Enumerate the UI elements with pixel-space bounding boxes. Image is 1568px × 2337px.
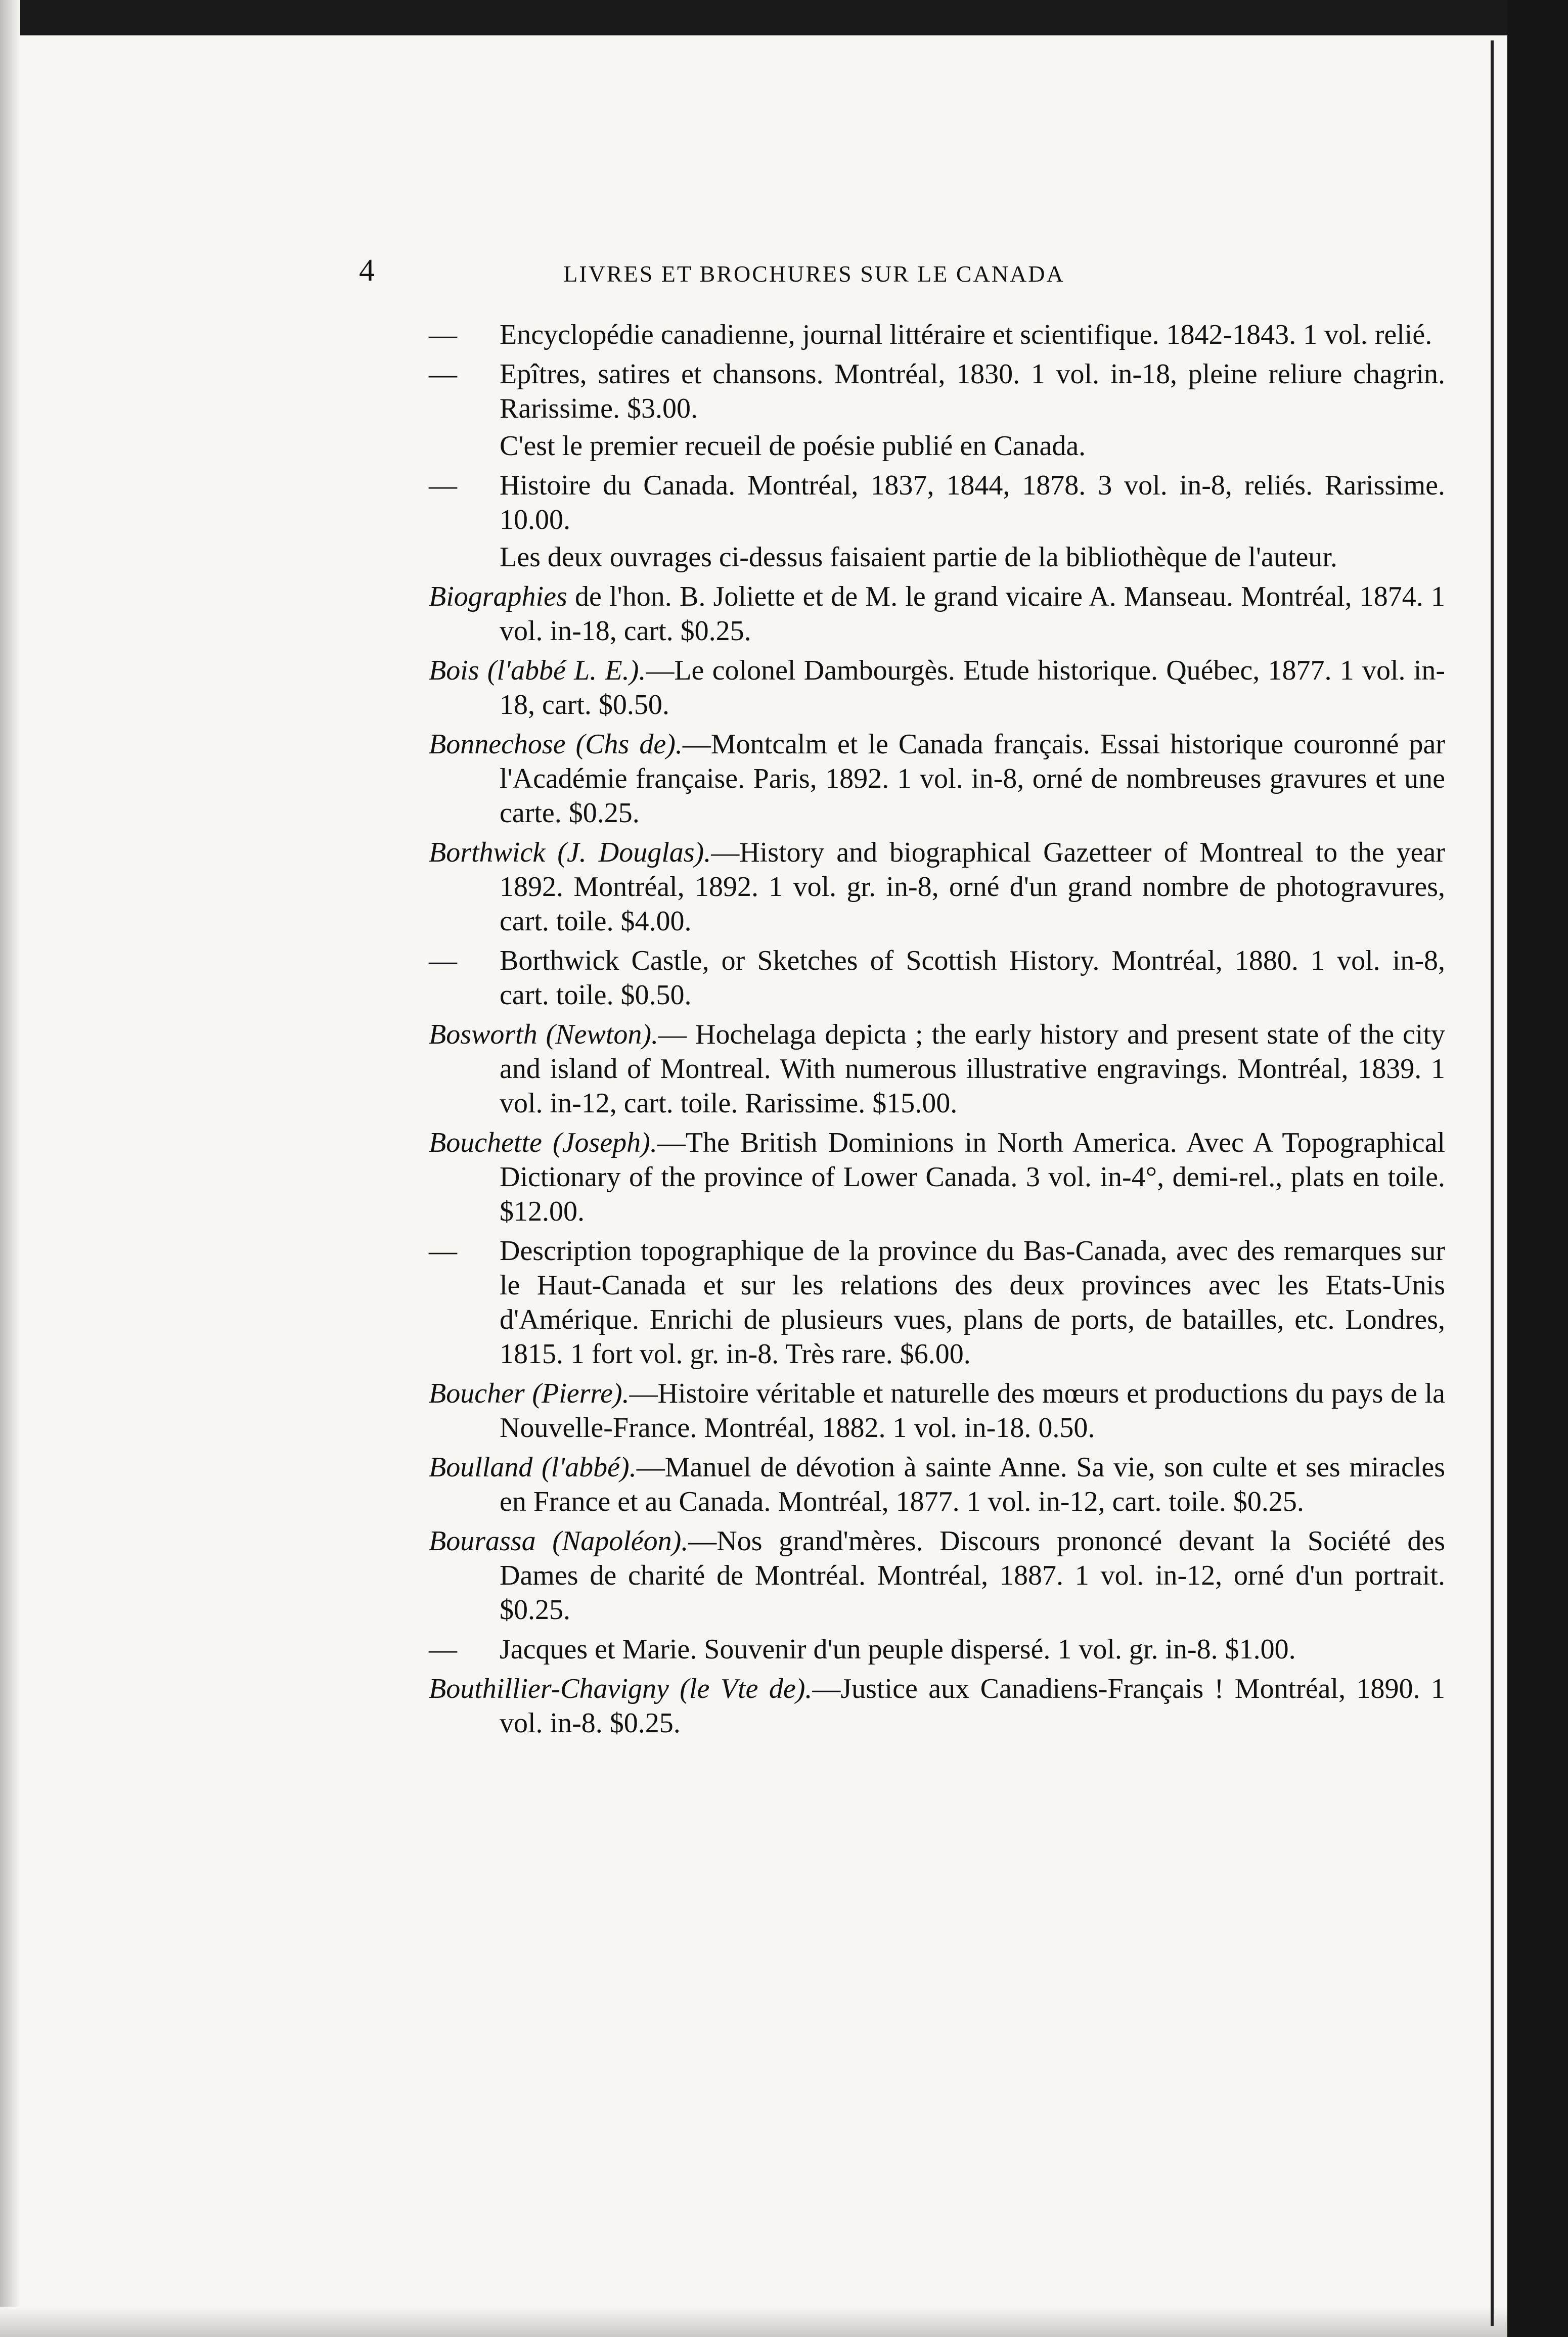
entry-author: Bouthillier-Chavigny (le Vte de). [429,1673,813,1704]
catalogue-entry [429,468,1445,537]
entry-author: Bois (l'abbé L. E.). [429,655,646,686]
entry-text: —Histoire véritable et naturelle des mœurs et productions du pays de la Nouvelle-France. Montréal, 1882. 1 vol. in-18. 0.50. [500,1378,1445,1444]
scan-edge-bottom [0,2307,1568,2337]
page-number: 4 [359,253,375,288]
ditto-dash: — [429,319,457,350]
entry-text: Jacques et Marie. Souvenir d'un peuple dispersé. 1 vol. gr. in-8. $1.00. [500,1634,1296,1665]
running-header: LIVRES ET BROCHURES SUR LE CANADA [563,261,1065,287]
page-border-rule [1491,40,1494,2326]
entry-text: C'est le premier recueil de poésie publié en Canada. [500,430,1086,462]
entry-text: —Justice aux Canadiens-Français ! Montréal, 1890. 1 vol. in-8. $0.25. [500,1673,1445,1739]
entry-text: Encyclopédie canadienne, journal littéraire et scientifique. 1842-1843. 1 vol. relié. [500,319,1432,350]
catalogue-entry [429,727,1445,830]
catalogue-entry [429,579,1445,648]
catalogue-entry [429,1524,1445,1627]
catalogue-entry [429,1017,1445,1120]
ditto-dash: — [429,945,457,976]
catalogue-entry [429,653,1445,722]
entry-text: de l'hon. B. Joliette et de M. le grand vicaire A. Manseau. Montréal, 1874. 1 vol. in-18, cart. $0.25. [500,581,1445,647]
entry-author: Bourassa (Napoléon). [429,1525,689,1557]
catalogue-entry [429,835,1445,938]
catalogue-entry [429,1126,1445,1229]
catalogue-entry [429,1450,1445,1519]
entry-text: Description topographique de la province du Bas-Canada, avec des remarques sur le Haut-Canada et sur les relations des deux provinces avec les Etats-Unis d'Amérique. Enrichi de plusieurs vues, plans de ports, de batailles, etc. Londres, 1815. 1 fort vol. gr. in-8. Très rare. $6.00. [500,1235,1445,1370]
entry-text: Les deux ouvrages ci-dessus faisaient partie de la bibliothèque de l'auteur. [500,542,1337,573]
catalogue-entries [429,318,1445,1745]
catalogue-entry [429,943,1445,1012]
entry-text: Histoire du Canada. Montréal, 1837, 1844, 1878. 3 vol. in-8, reliés. Rarissime. 10.00. [500,470,1445,535]
scan-edge-top [0,0,1568,35]
catalogue-entry [429,1234,1445,1371]
entry-text: Borthwick Castle, or Sketches of Scottish History. Montréal, 1880. 1 vol. in-8, cart. toile. $0.50. [500,945,1445,1011]
entry-note [429,540,1445,574]
entry-text: Epîtres, satires et chansons. Montréal, 1830. 1 vol. in-18, pleine reliure chagrin. Rarissime. $3.00. [500,358,1445,424]
scan-edge-left [0,0,20,2337]
entry-author: Boucher (Pierre). [429,1378,630,1409]
entry-author: Boulland (l'abbé). [429,1452,637,1483]
entry-text: — Hochelaga depicta ; the early history and present state of the city and island of Montreal. With numerous illustrative engravings. Montréal, 1839. 1 vol. in-12, cart. toile. Rarissime. $15.00. [500,1019,1446,1119]
ditto-dash: — [429,1235,457,1267]
entry-note [429,429,1445,463]
entry-text: —Nos grand'mères. Discours prononcé devant la Société des Dames de charité de Montréal. Montréal, 1887. 1 vol. in-12, orné d'un portrait. $0.25. [500,1525,1445,1626]
entry-text: —History and biographical Gazetteer of Montreal to the year 1892. Montréal, 1892. 1 vol. gr. in-8, orné d'un grand nombre de photogravures, cart. toile. $4.00. [500,837,1445,937]
entry-author: Borthwick (J. Douglas). [429,837,711,868]
catalogue-entry [429,357,1445,426]
entry-author: Bonnechose (Chs de). [429,729,683,760]
entry-author: Bouchette (Joseph). [429,1127,657,1158]
entry-text: —Le colonel Dambourgès. Etude historique. Québec, 1877. 1 vol. in-18, cart. $0.50. [500,655,1445,721]
ditto-dash: — [429,470,457,501]
entry-text: —Manuel de dévotion à sainte Anne. Sa vie, son culte et ses miracles en France et au Canada. Montréal, 1877. 1 vol. in-12, cart. toile. $0.25. [500,1452,1446,1517]
entry-text: —The British Dominions in North America. Avec A Topographical Dictionary of the province of Lower Canada. 3 vol. in-4°, demi-rel., plats en toile. $12.00. [500,1127,1445,1227]
ditto-dash: — [429,358,457,390]
entry-text: —Montcalm et le Canada français. Essai historique couronné par l'Académie française. Paris, 1892. 1 vol. in-8, orné de nombreuses gravures et une carte. $0.25. [500,729,1445,829]
catalogue-entry [429,1376,1445,1445]
entry-author: Bosworth (Newton). [429,1019,659,1050]
catalogue-entry [429,318,1445,352]
scan-edge-right [1507,0,1568,2337]
catalogue-entry [429,1672,1445,1740]
ditto-dash: — [429,1634,457,1665]
catalogue-entry [429,1632,1445,1667]
entry-author: Biographies [429,581,567,612]
